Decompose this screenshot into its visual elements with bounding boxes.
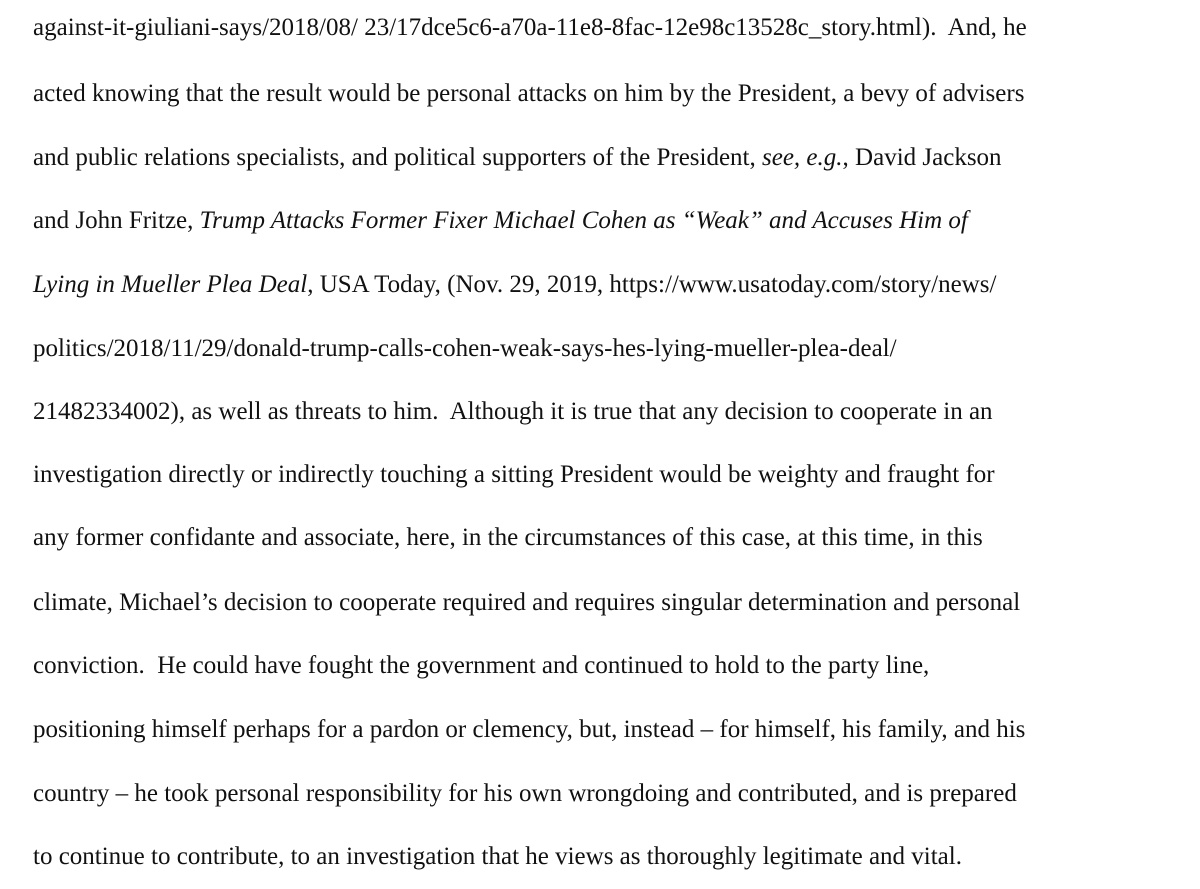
italic-citation-text: Trump Attacks Former Fixer Michael Cohen as “Weak” and Accuses Him of: [199, 207, 968, 234]
text-line: [33, 79, 1024, 109]
text-line: [33, 13, 1027, 43]
body-text: politics/2018/11/29/donald-trump-calls-cohen-weak-says-hes-lying-mueller-plea-deal/: [33, 335, 897, 362]
italic-citation-text: see, e.g.: [762, 144, 843, 171]
text-line: [33, 460, 995, 490]
body-text: acted knowing that the result would be personal attacks on him by the President, a bevy of advisers: [33, 80, 1025, 107]
body-text: and public relations specialists, and political supporters of the President,: [33, 144, 763, 171]
text-line: [33, 397, 993, 427]
body-text: and John Fritze,: [33, 207, 200, 234]
body-text: , USA Today, (Nov. 29, 2019, https://www.usatoday.com/story/news/: [307, 271, 997, 298]
text-line: [33, 206, 968, 236]
text-line: [33, 715, 1025, 745]
italic-citation-text: Lying in Mueller Plea Deal: [33, 271, 308, 298]
body-text: investigation directly or indirectly touching a sitting President would be weighty and fraught for: [33, 461, 995, 488]
body-text: country – he took personal responsibility for his own wrongdoing and contributed, and is prepared: [33, 780, 1017, 807]
body-text: positioning himself perhaps for a pardon or clemency, but, instead – for himself, his family, and his: [33, 716, 1026, 743]
text-line: [33, 143, 1002, 173]
text-line: [33, 779, 1017, 809]
text-line: [33, 842, 962, 872]
body-text: climate, Michael’s decision to cooperate required and requires singular determination and personal: [33, 589, 1021, 616]
body-text: against-it-giuliani-says/2018/08/ 23/17dce5c6-a70a-11e8-8fac-12e98c13528c_story.html). And, he: [33, 14, 1027, 41]
body-text: to continue to contribute, to an investigation that he views as thoroughly legitimate and vital.: [33, 843, 962, 870]
body-text: , David Jackson: [842, 144, 1002, 171]
text-line: [33, 334, 897, 364]
body-text: 21482334002), as well as threats to him. Although it is true that any decision to cooperate in an: [33, 398, 993, 425]
text-line: [33, 270, 996, 300]
text-line: [33, 651, 929, 681]
text-line: [33, 523, 983, 553]
body-text: conviction. He could have fought the government and continued to hold to the party line,: [33, 652, 930, 679]
text-line: [33, 588, 1020, 618]
body-text: any former confidante and associate, here, in the circumstances of this case, at this time, in this: [33, 524, 983, 551]
